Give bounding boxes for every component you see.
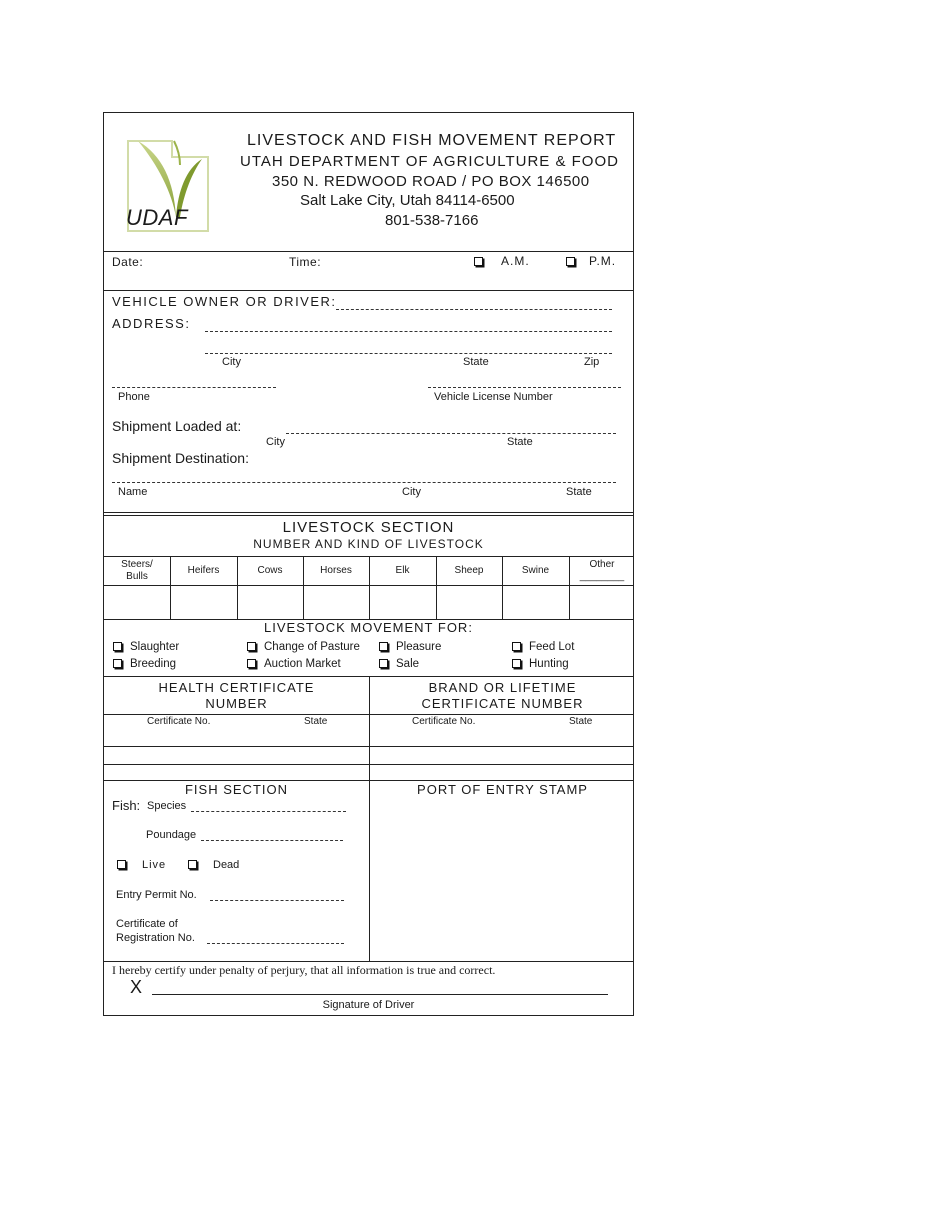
live-option[interactable]: Live	[117, 859, 166, 871]
registration-field[interactable]	[207, 943, 344, 944]
option-change-of-pasture[interactable]: Change of Pasture	[247, 641, 360, 653]
zip-caption: Zip	[584, 356, 600, 368]
health-cert-title-1: HEALTH CERTIFICATE	[158, 680, 315, 695]
option-breeding[interactable]: Breeding	[113, 658, 176, 670]
live-checkbox-icon[interactable]	[117, 860, 126, 869]
feed-lot-checkbox-icon[interactable]	[512, 642, 521, 651]
address-line-1-field[interactable]	[205, 331, 612, 332]
dest-name-caption: Name	[118, 486, 148, 498]
loaded-state-caption: State	[507, 436, 533, 448]
count-cell-sheep[interactable]	[437, 586, 502, 619]
signature-field[interactable]	[152, 994, 608, 995]
sale-checkbox-icon[interactable]	[379, 659, 388, 668]
dead-option[interactable]: Dead	[188, 859, 239, 871]
poundage-field[interactable]	[201, 840, 343, 841]
option-slaughter[interactable]: Slaughter	[113, 641, 179, 653]
address-line-2-field[interactable]	[205, 353, 612, 354]
livestock-section-title: LIVESTOCK SECTION	[282, 519, 455, 536]
poundage-label: Poundage	[146, 829, 197, 841]
col-elk: Elk	[395, 565, 410, 576]
species-label: Species	[147, 800, 187, 812]
address-label: ADDRESS:	[112, 316, 191, 331]
entry-permit-label: Entry Permit No.	[116, 889, 197, 901]
date-label: Date:	[112, 255, 144, 269]
shipment-loaded-label: Shipment Loaded at:	[112, 418, 242, 434]
species-field[interactable]	[191, 811, 346, 812]
col-steers-bulls: Steers/ Bulls	[121, 559, 153, 582]
health-cert-field[interactable]	[104, 728, 369, 746]
col-sheep: Sheep	[454, 565, 484, 576]
livestock-subtitle: NUMBER AND KIND OF LIVESTOCK	[253, 537, 484, 551]
health-state-caption: State	[304, 716, 328, 727]
fish-section-title: FISH SECTION	[184, 782, 288, 797]
brand-state-caption: State	[569, 716, 593, 727]
health-cert-title-2: NUMBER	[205, 696, 268, 711]
col-heifers: Heifers	[187, 565, 220, 576]
count-cell-cows[interactable]	[238, 586, 303, 619]
option-auction-market[interactable]: Auction Market	[247, 658, 341, 670]
port-of-entry-stamp-label: PORT OF ENTRY STAMP	[417, 782, 588, 797]
department-name: UTAH DEPARTMENT OF AGRICULTURE & FOOD	[240, 153, 619, 170]
time-label: Time:	[289, 255, 322, 269]
entry-permit-field[interactable]	[210, 900, 344, 901]
license-caption: Vehicle License Number	[434, 391, 553, 403]
brand-cert-title-2: CERTIFICATE NUMBER	[421, 696, 584, 711]
department-phone: 801-538-7166	[385, 212, 479, 229]
pm-checkbox-icon[interactable]	[566, 257, 575, 266]
am-checkbox-icon[interactable]	[474, 257, 483, 266]
fish-label: Fish:	[112, 798, 141, 813]
signature-caption: Signature of Driver	[322, 999, 415, 1011]
dest-state-caption: State	[566, 486, 592, 498]
shipment-destination-field[interactable]	[112, 482, 616, 483]
pm-option[interactable]: P.M.	[566, 254, 616, 268]
option-pleasure[interactable]: Pleasure	[379, 641, 441, 653]
col-other: Other ________	[579, 559, 625, 582]
auction-market-checkbox-icon[interactable]	[247, 659, 256, 668]
count-cell-other[interactable]	[570, 586, 634, 619]
vehicle-license-field[interactable]	[428, 387, 621, 388]
movement-report-form	[103, 112, 634, 1016]
option-sale[interactable]: Sale	[379, 658, 419, 670]
udaf-logo	[122, 135, 214, 233]
certification-statement: I hereby certify under penalty of perjury, that all information is true and correct.	[112, 963, 496, 977]
am-option[interactable]: A.M.	[474, 254, 530, 268]
port-of-entry-stamp-area[interactable]	[370, 801, 634, 961]
breeding-checkbox-icon[interactable]	[113, 659, 122, 668]
hunting-checkbox-icon[interactable]	[512, 659, 521, 668]
count-cell-horses[interactable]	[304, 586, 369, 619]
signature-x-mark: X	[130, 977, 143, 997]
count-cell-swine[interactable]	[503, 586, 569, 619]
col-horses: Horses	[320, 565, 352, 576]
city-caption: City	[222, 356, 241, 368]
count-cell-steers-bulls[interactable]	[104, 586, 170, 619]
vehicle-owner-field[interactable]	[336, 309, 612, 310]
shipment-destination-label: Shipment Destination:	[112, 450, 249, 466]
registration-label-2: Registration No.	[116, 932, 195, 944]
count-cell-elk[interactable]	[370, 586, 436, 619]
col-swine: Swine	[521, 565, 550, 576]
slaughter-checkbox-icon[interactable]	[113, 642, 122, 651]
loaded-city-caption: City	[266, 436, 285, 448]
health-cert-no-caption: Certificate No.	[147, 716, 211, 727]
state-caption: State	[463, 356, 489, 368]
brand-cert-no-caption: Certificate No.	[412, 716, 476, 727]
movement-title: LIVESTOCK MOVEMENT FOR:	[264, 620, 473, 635]
brand-cert-field[interactable]	[370, 728, 635, 746]
dest-city-caption: City	[402, 486, 421, 498]
form-title: LIVESTOCK AND FISH MOVEMENT REPORT	[247, 132, 617, 149]
change-of-pasture-checkbox-icon[interactable]	[247, 642, 256, 651]
phone-caption: Phone	[118, 391, 150, 403]
shipment-loaded-field[interactable]	[286, 433, 616, 434]
brand-cert-title-1: BRAND OR LIFETIME	[428, 680, 577, 695]
department-city: Salt Lake City, Utah 84114-6500	[300, 192, 515, 209]
dead-checkbox-icon[interactable]	[188, 860, 197, 869]
logo-text: UDAF	[126, 205, 188, 230]
count-cell-heifers[interactable]	[171, 586, 237, 619]
phone-field[interactable]	[112, 387, 276, 388]
registration-label-1: Certificate of	[116, 918, 178, 930]
col-cows: Cows	[257, 565, 283, 576]
vehicle-owner-label: VEHICLE OWNER OR DRIVER:	[112, 294, 337, 309]
pleasure-checkbox-icon[interactable]	[379, 642, 388, 651]
option-hunting[interactable]: Hunting	[512, 658, 569, 670]
option-feed-lot[interactable]: Feed Lot	[512, 641, 574, 653]
department-address: 350 N. REDWOOD ROAD / PO BOX 146500	[272, 173, 590, 190]
